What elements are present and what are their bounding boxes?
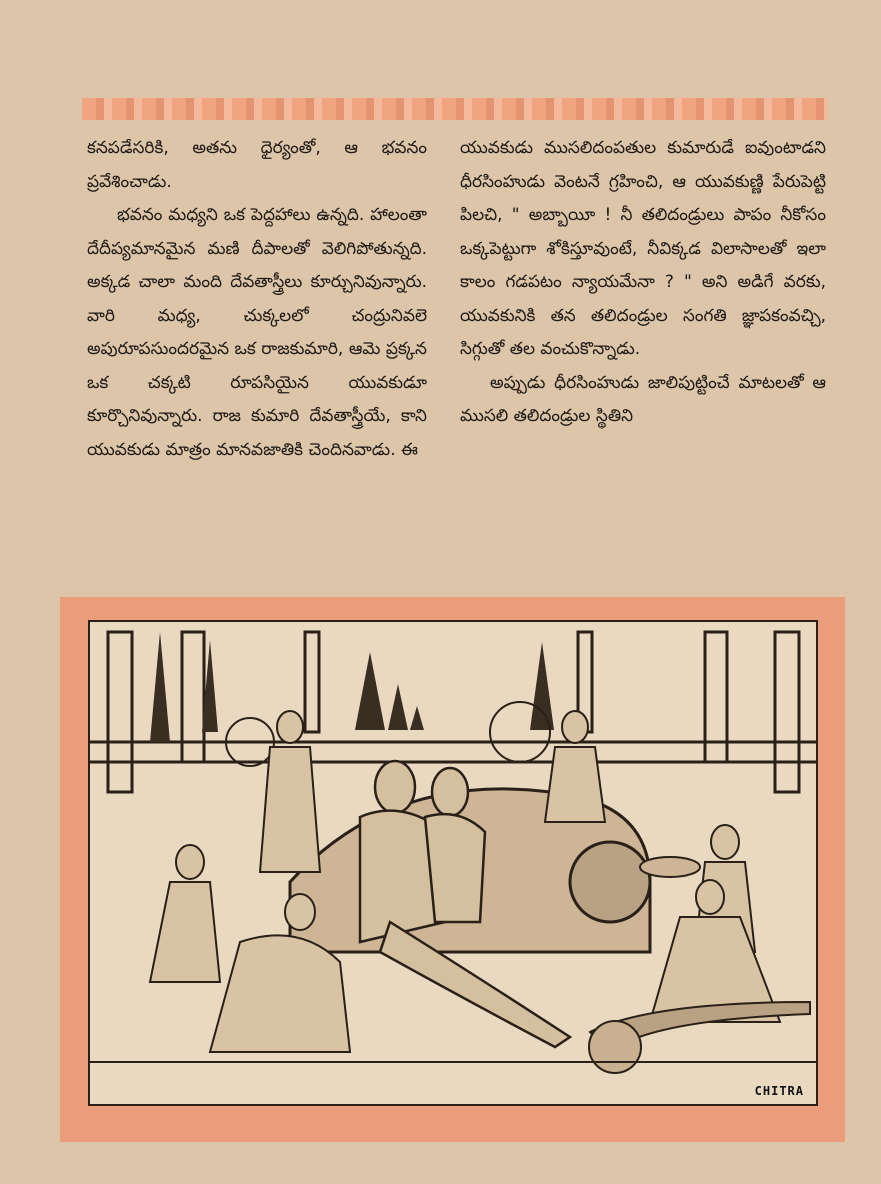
paragraph: కనపడేసరికి, అతను ధైర్యంతో, ఆ భవనం ప్రవేశించాడు. — [87, 138, 427, 192]
artist-signature: CHITRA — [754, 1084, 804, 1098]
paragraph: భవనం మధ్యని ఒక పెద్దహాలు ఉన్నది. హాలంతా దేదీప్యమానమైన మణి దీపాలతో వెలిగిపోతున్నది. అక్కడ చాలా మంది దేవతాస్త్రీలు కూర్చునివున్నారు. వారి మధ్య, చుక్కలలో చంద్రునివలె అపురూపసుందరమైన ఒక రాజకుమారి, ఆమె ప్రక్కన ఒక చక్కటి రూపసియైన యువకుడూ కూర్చొనివున్నారు. రాజ కుమారి దేవతాస్త్రీయే, కాని యువకుడు మాత్రం మానవజాతికి చెందినవాడు. ఈ — [87, 205, 427, 460]
paragraph: అప్పుడు ధీరసింహుడు జాలిపుట్టించే మాటలతో ఆ ముసలి తలిదండ్రుల స్థితిని — [460, 372, 826, 426]
illustration — [88, 620, 818, 1106]
palace-scene-drawing — [90, 622, 816, 1104]
left-text-column — [87, 132, 427, 467]
paragraph: యువకుడు ముసలిదంపతుల కుమారుడే ఐవుంటాడని ధీరసింహుడు వెంటనే గ్రహించి, ఆ యువకుణ్ణి పేరుపెట్టి పిలచి, " అబ్బాయీ ! నీ తలిదండ్రులు పాపం నీకోసం ఒక్కపెట్టుగా శోకిస్తూవుంటే, నీవిక్కడ విలాసాలతో ఇలా కాలం గడపటం న్యాయమేనా ? " అని అడిగే వరకు, యువకునికి తన తలిదండ్రుల సంగతి జ్ఞాపకంవచ్చి, సిగ్గుతో తల వంచుకొన్నాడు. — [460, 138, 826, 359]
right-text-column — [460, 132, 826, 434]
decorative-border-band — [82, 98, 827, 120]
